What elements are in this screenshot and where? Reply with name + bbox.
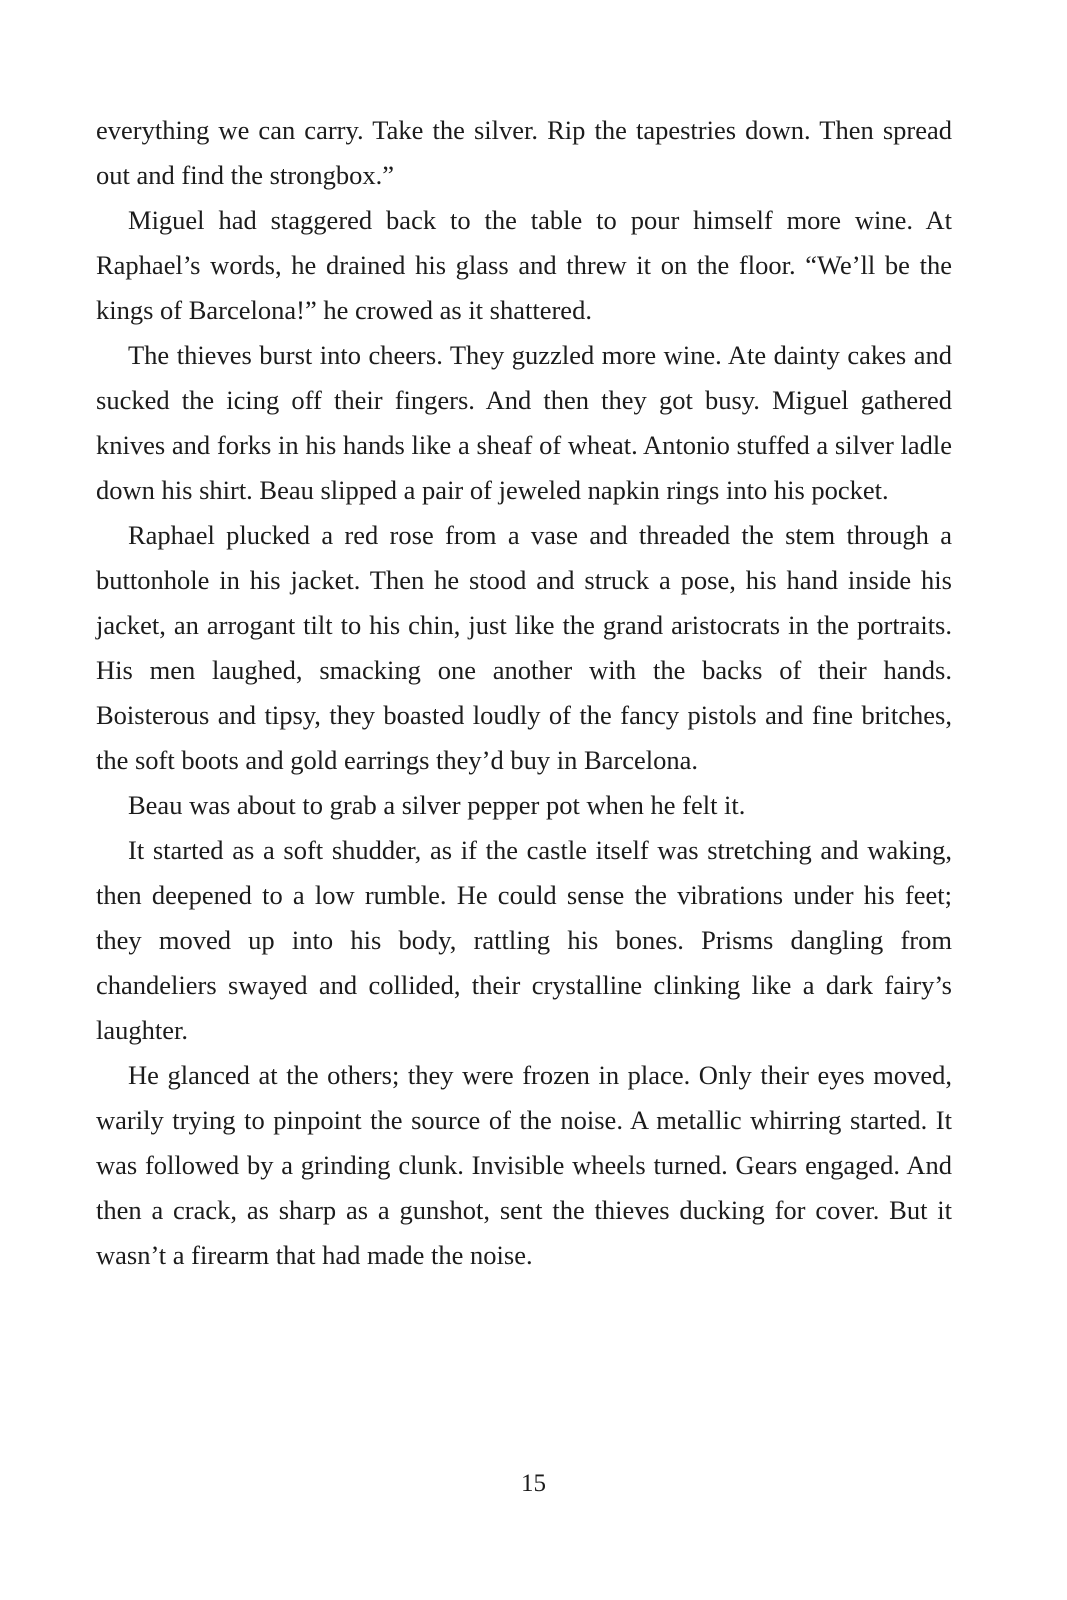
- paragraph: Miguel had staggered back to the table to pour himself more wine. At Raphael’s words, he drained his glass and threw it on the floor. “We’ll be the kings of Barcelona!” he crowed as it shattered.: [96, 205, 952, 325]
- paragraph-continued: everything we can carry. Take the silver. Rip the tapestries down. Then spread out and find the strongbox.”: [96, 115, 952, 190]
- paragraph: Beau was about to grab a silver pepper pot when he felt it.: [128, 790, 746, 820]
- paragraph: It started as a soft shudder, as if the castle itself was stretching and waking, then deepened to a low rumble. He could sense the vibrations under his feet; they moved up into his body, rattling his bones. Prisms dangling from chandeliers swayed and collided, their crystalline clinking like a dark fairy’s laughter.: [96, 835, 952, 1045]
- paragraph: He glanced at the others; they were frozen in place. Only their eyes moved, warily trying to pinpoint the source of the noise. A metallic whirring started. It was followed by a grinding clunk. Invisible wheels turned. Gears engaged. And then a crack, as sharp as a gunshot, sent the thieves ducking for cover. But it wasn’t a firearm that had made the noise.: [96, 1060, 952, 1270]
- page-body: [96, 108, 952, 1278]
- page-number: 15: [521, 1470, 546, 1497]
- paragraph: The thieves burst into cheers. They guzzled more wine. Ate dainty cakes and sucked the icing off their fingers. And then they got busy. Miguel gathered knives and forks in his hands like a sheaf of wheat. Antonio stuffed a silver ladle down his shirt. Beau slipped a pair of jeweled napkin rings into his pocket.: [96, 340, 952, 505]
- paragraph: Raphael plucked a red rose from a vase and threaded the stem through a buttonhole in his jacket. Then he stood and struck a pose, his hand inside his jacket, an arrogant tilt to his chin, just like the grand aristocrats in the portraits. His men laughed, smacking one another with the backs of their hands. Boisterous and tipsy, they boasted loudly of the fancy pistols and fine britches, the soft boots and gold earrings they’d buy in Barcelona.: [96, 520, 952, 775]
